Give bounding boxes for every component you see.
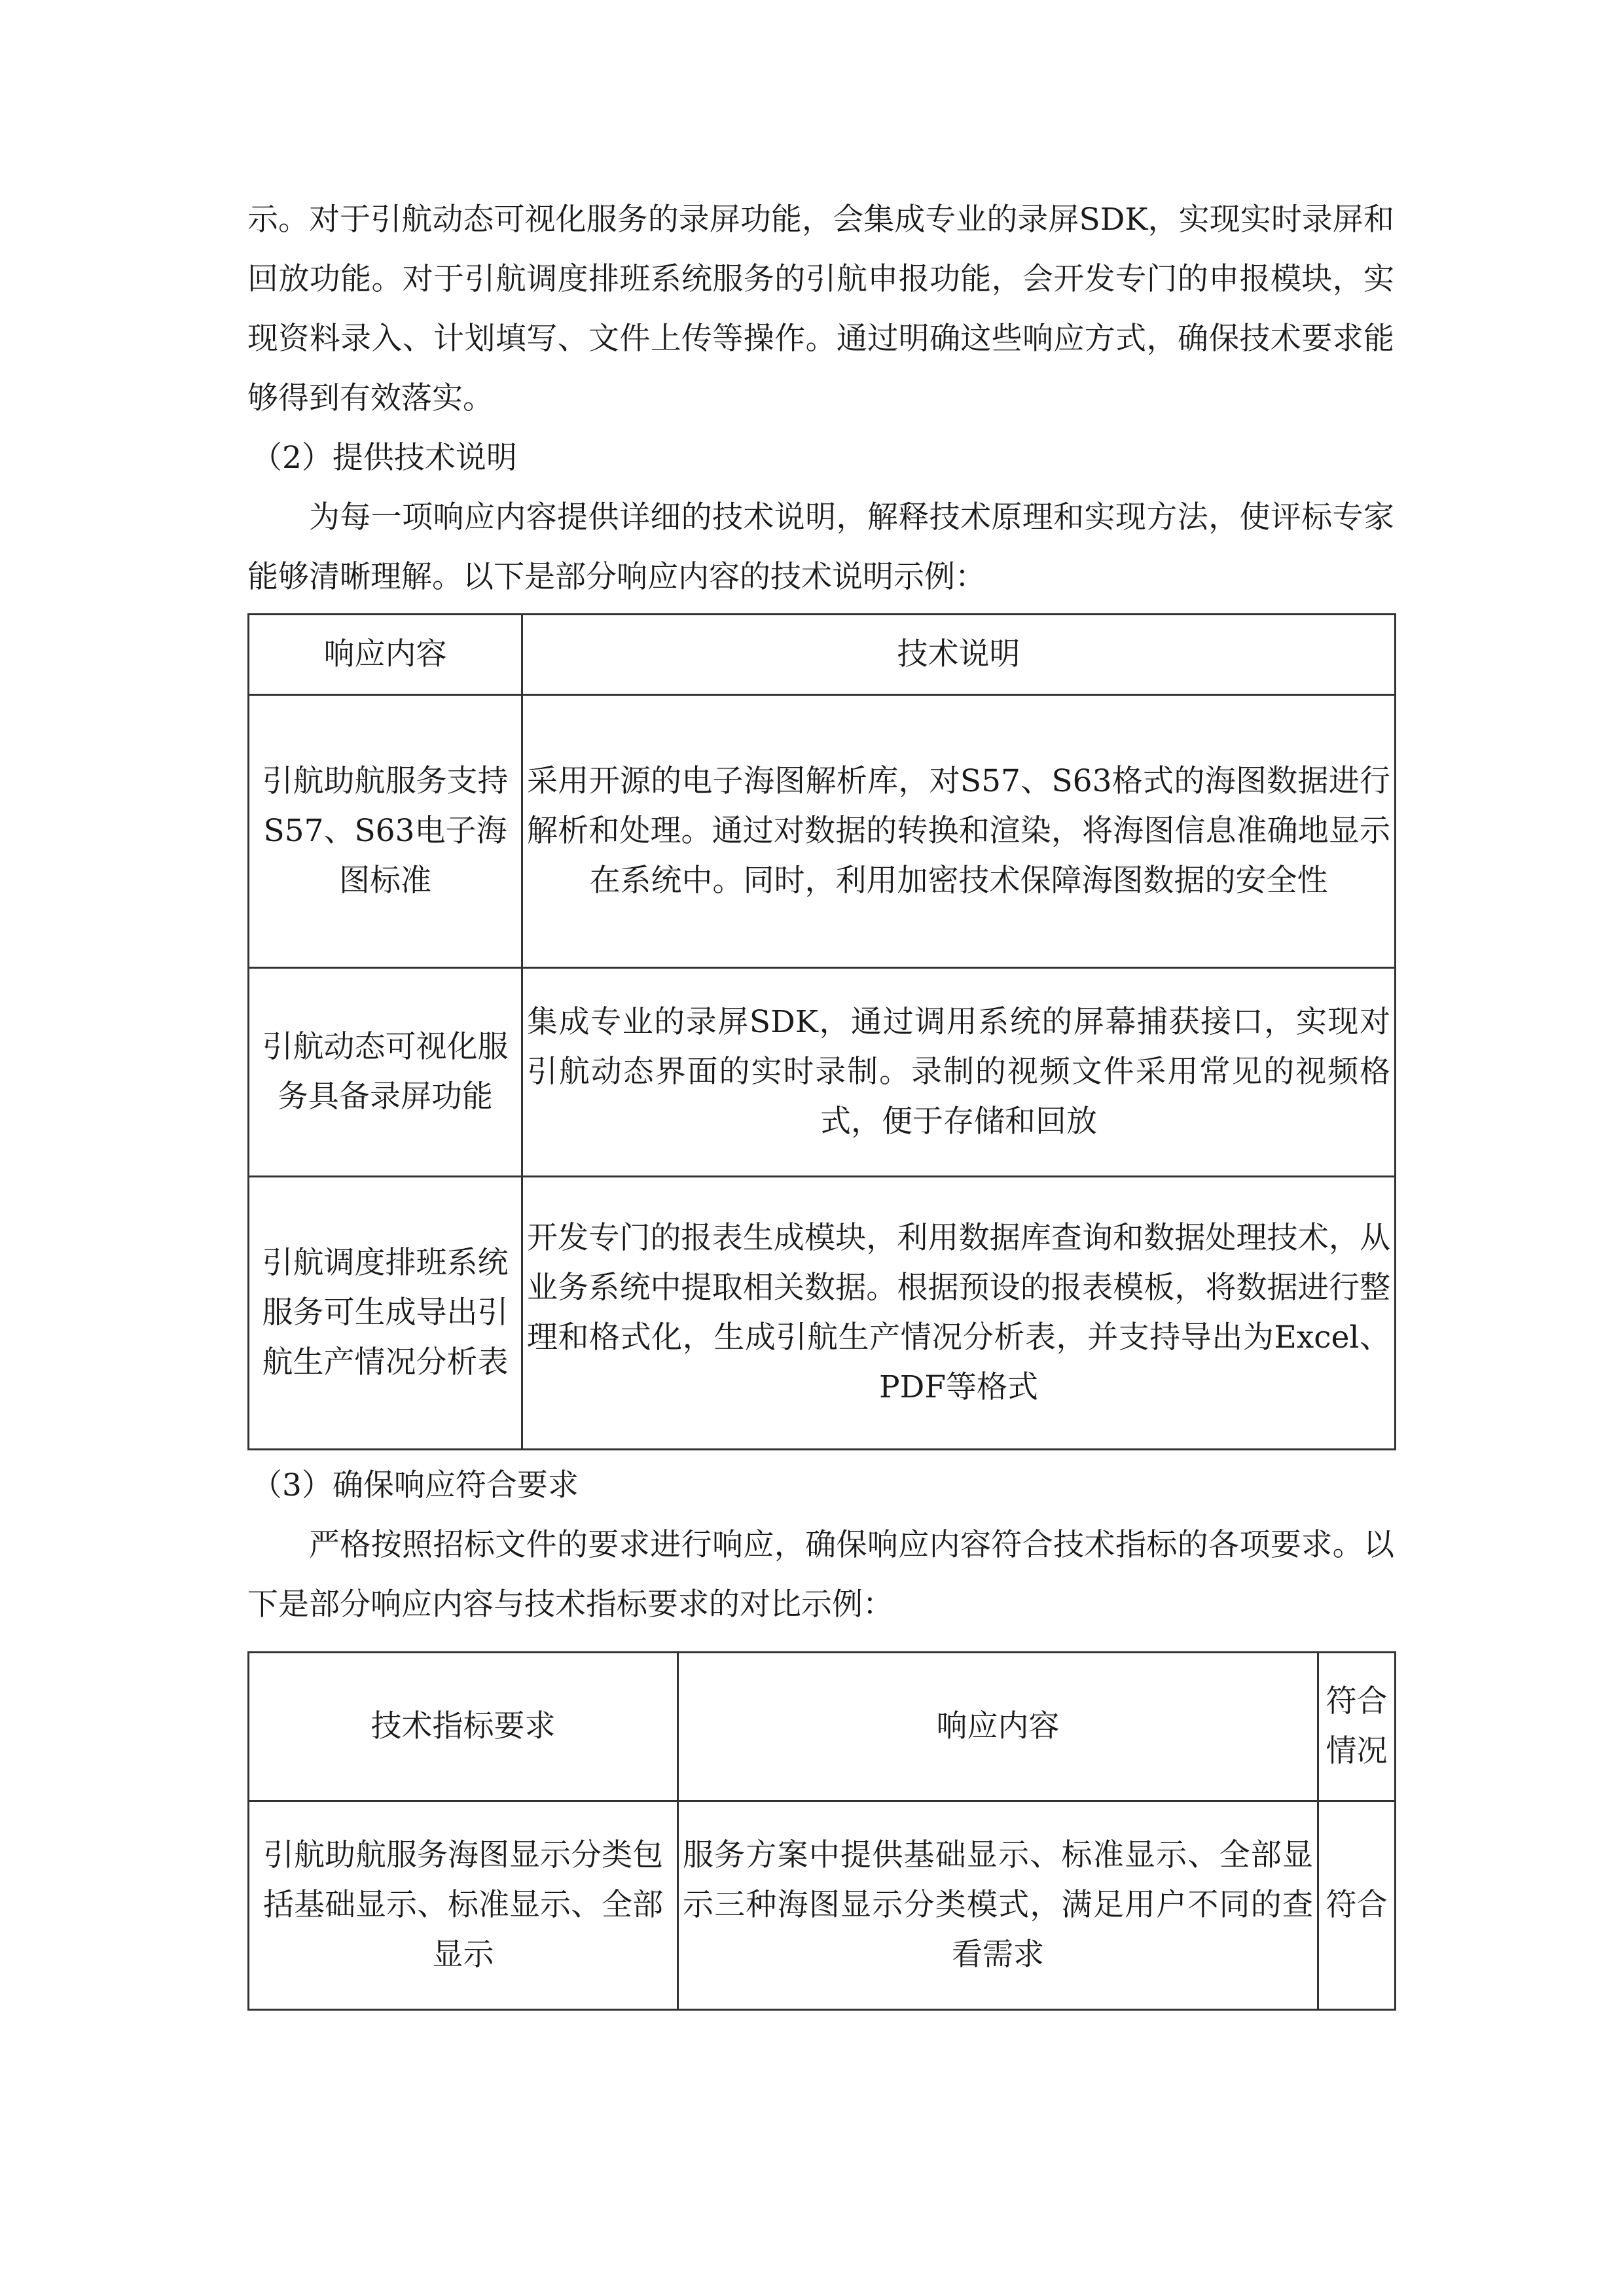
technical-requirement-cell: 引航助航服务海图显示分类包括基础显示、标准显示、全部显示: [249, 1801, 678, 2010]
compliance-status-cell: 符合: [1318, 1801, 1396, 2010]
section2-heading: （2）提供技术说明: [251, 440, 517, 476]
technical-explanation-cell: 开发专门的报表生成模块，利用数据库查询和数据处理技术，从业务系统中提取相关数据。根据预设的报表模板，将数据进行整理和格式化，生成引航生产情况分析表，并支持导出为Excel、PDF等格式: [522, 1177, 1396, 1450]
technical-explanation-table: [247, 613, 1396, 1450]
compliance-comparison-table: [247, 1651, 1396, 2011]
intro-paragraph: 示。对于引航动态可视化服务的录屏功能，会集成专业的录屏SDK，实现实时录屏和回放功能。对于引航调度排班系统服务的引航申报功能，会开发专门的申报模块，实现资料录入、计划填写、文件上传等操作。通过明确这些响应方式，确保技术要求能够得到有效落实。: [247, 202, 1394, 416]
section3-heading: （3）确保响应符合要求: [251, 1467, 579, 1503]
header-technical-requirement: 技术指标要求: [249, 1653, 678, 1801]
response-content-cell: 引航调度排班系统服务可生成导出引航生产情况分析表: [249, 1177, 522, 1450]
header-response-content: 响应内容: [678, 1653, 1318, 1801]
table-row: [249, 695, 1396, 968]
response-content-cell: 服务方案中提供基础显示、标准显示、全部显示三种海图显示分类模式，满足用户不同的查看需求: [678, 1801, 1318, 2010]
technical-explanation-cell: 采用开源的电子海图解析库，对S57、S63格式的海图数据进行解析和处理。通过对数据的转换和渲染，将海图信息准确地显示在系统中。同时，利用加密技术保障海图数据的安全性: [522, 695, 1396, 968]
table-header-row: [249, 615, 1396, 695]
header-response-content: 响应内容: [249, 615, 522, 695]
response-content-cell: 引航动态可视化服务具备录屏功能: [249, 968, 522, 1177]
table-row: [249, 968, 1396, 1177]
technical-explanation-cell: 集成专业的录屏SDK，通过调用系统的屏幕捕获接口，实现对引航动态界面的实时录制。录制的视频文件采用常见的视频格式，便于存储和回放: [522, 968, 1396, 1177]
header-compliance: 符合情况: [1318, 1653, 1396, 1801]
table-header-row: [249, 1653, 1396, 1801]
section3-paragraph: 严格按照招标文件的要求进行响应，确保响应内容符合技术指标的各项要求。以下是部分响应内容与技术指标要求的对比示例：: [247, 1527, 1394, 1623]
table-row: [249, 1801, 1396, 2010]
section2-paragraph: 为每一项响应内容提供详细的技术说明，解释技术原理和实现方法，使评标专家能够清晰理解。以下是部分响应内容的技术说明示例：: [247, 499, 1394, 595]
table-row: [249, 1177, 1396, 1450]
response-content-cell: 引航助航服务支持S57、S63电子海图标准: [249, 695, 522, 968]
header-technical-explanation: 技术说明: [522, 615, 1396, 695]
document-page: [247, 190, 1394, 2011]
